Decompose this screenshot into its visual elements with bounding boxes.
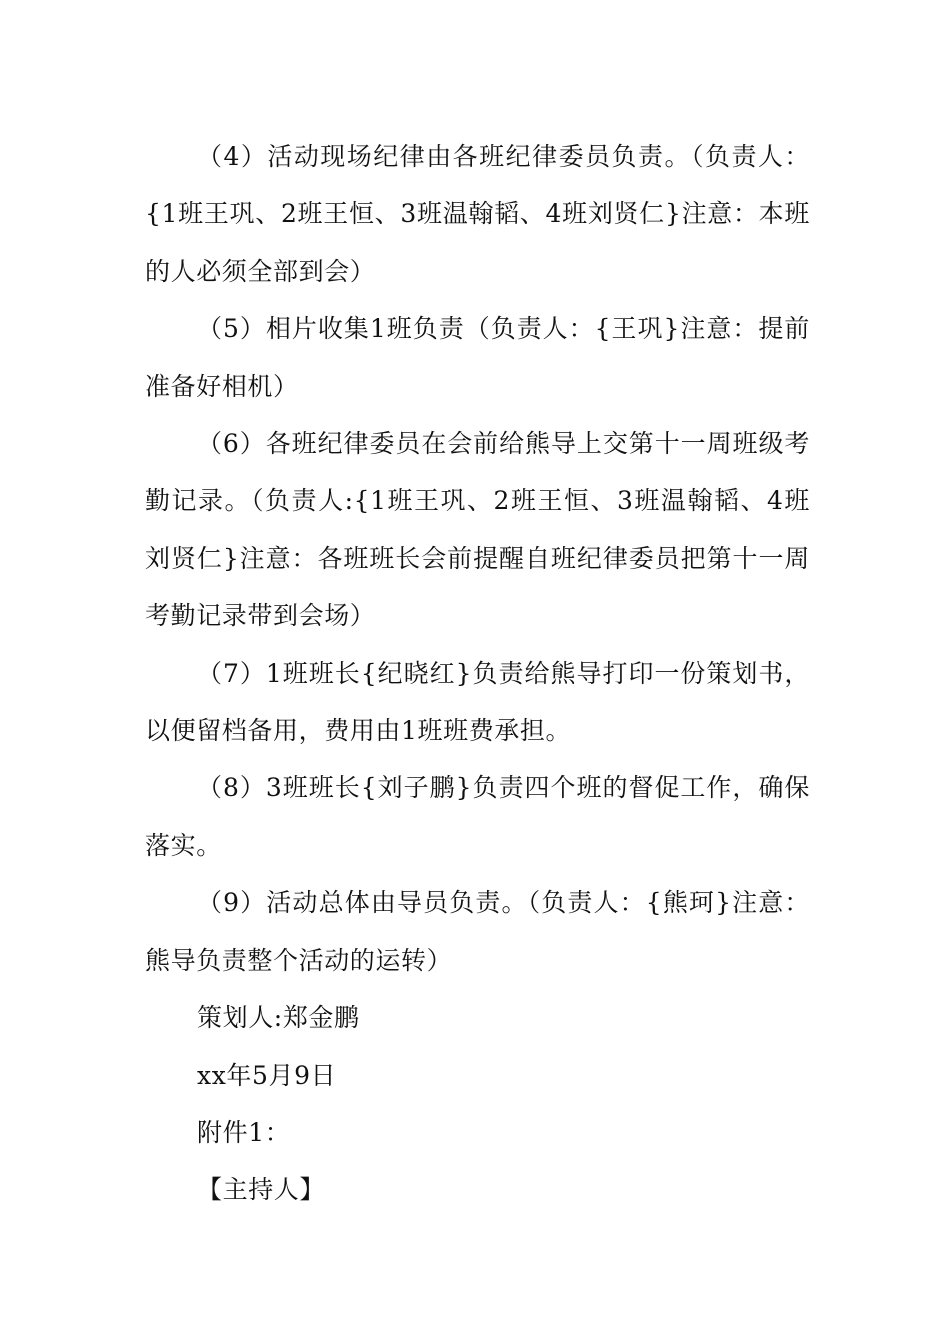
paragraph-item-4: （4）活动现场纪律由各班纪律委员负责。（负责人：{1班王巩、2班王恒、3班温翰韬、4班刘贤仁}注意：本班的人必须全部到会） [145,142,810,286]
paragraph-item-6: （6）各班纪律委员在会前给熊导上交第十一周班级考勤记录。（负责人:{1班王巩、2班王恒、3班温翰韬、4班刘贤仁}注意：各班班长会前提醒自班纪律委员把第十一周考勤记录带到会场） [145,429,810,631]
paragraph-item-5: （5）相片收集1班负责（负责人：{王巩}注意：提前准备好相机） [145,314,810,401]
date-line: xx年5月9日 [197,1060,337,1090]
paragraph-item-7: （7）1班班长{纪晓红}负责给熊导打印一份策划书，以便留档备用，费用由1班班费承担。 [145,658,810,746]
section-heading-host: 【主持人】 [197,1175,326,1205]
planner-line: 策划人:郑金鹏 [197,1003,360,1033]
attachment-label: 附件1： [197,1117,291,1147]
paragraph-item-8: （8）3班班长{刘子鹏}负责四个班的督促工作，确保落实。 [145,773,810,860]
paragraph-item-9: （9）活动总体由导员负责。（负责人：{熊珂}注意：熊导负责整个活动的运转） [145,888,810,975]
document-body [145,128,810,1219]
